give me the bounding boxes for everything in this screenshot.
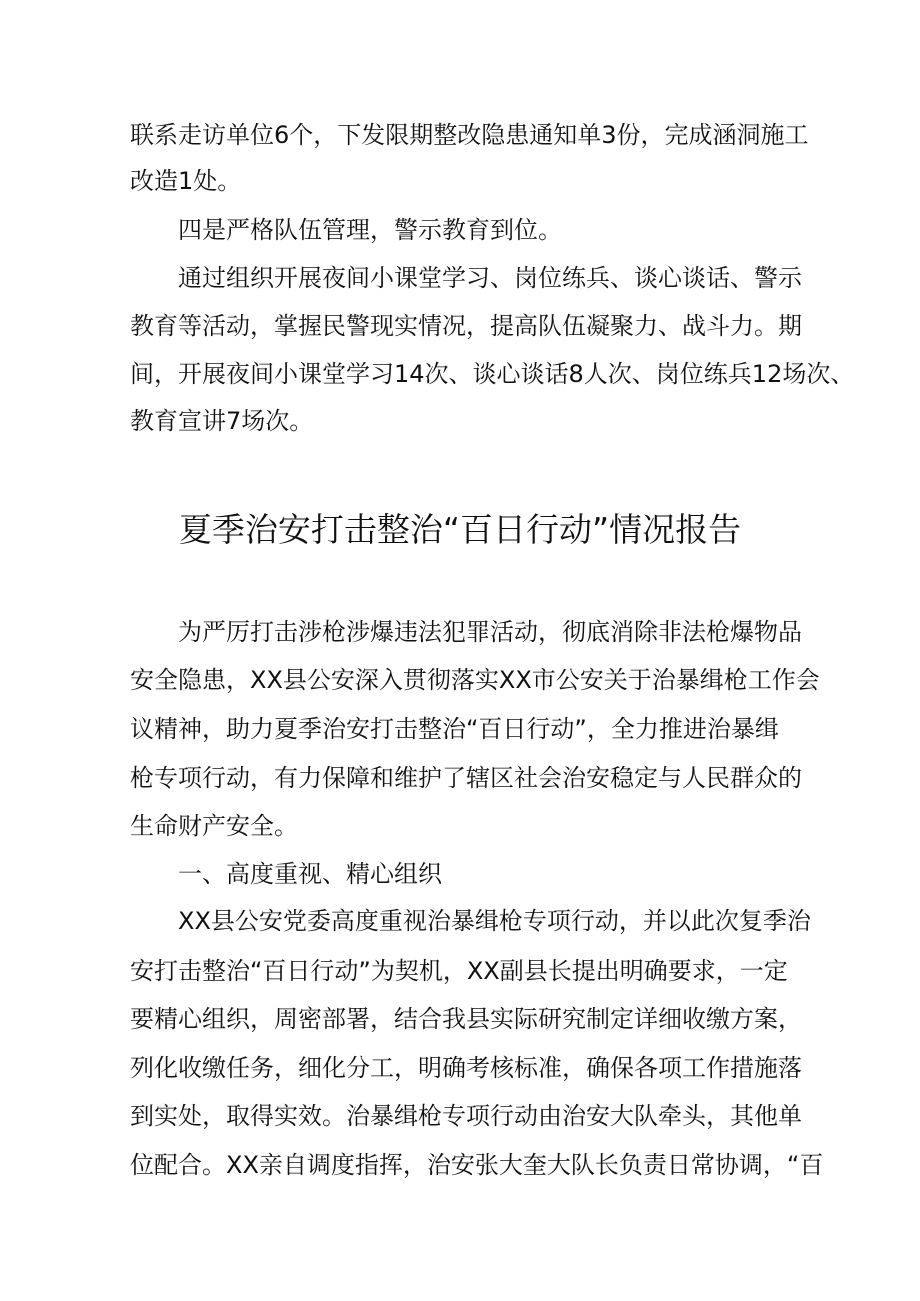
- paragraph-line: 列化收缴任务，细化分工，明确考核标准，确保各项工作措施落: [130, 1054, 802, 1082]
- paragraph-line: 间，开展夜间小课堂学习14次、谈心谈话8人次、岗位练兵12场次、: [130, 360, 855, 388]
- paragraph-line: 改造1处。: [130, 167, 242, 195]
- paragraph-line: 到实处，取得实效。治暴缉枪专项行动由治安大队牵头，其他单: [130, 1102, 802, 1130]
- paragraph-line: 安打击整治“百日行动”为契机，XX副县长提出明确要求，一定: [130, 957, 788, 985]
- paragraph-line: 位配合。XX亲自调度指挥，治安张大奎大队长负责日常协调，“百: [130, 1151, 824, 1179]
- paragraph-line: 教育等活动，掌握民警现实情况，提高队伍凝聚力、战斗力。期: [130, 312, 802, 340]
- section-heading: 一、高度重视、精心组织: [178, 860, 442, 888]
- paragraph-line: 教育宣讲7场次。: [130, 407, 314, 435]
- paragraph-line: 通过组织开展夜间小课堂学习、岗位练兵、谈心谈话、警示: [178, 264, 802, 292]
- report-title: 夏季治安打击整治“百日行动”情况报告: [178, 510, 742, 549]
- section-heading: 四是严格队伍管理，警示教育到位。: [178, 216, 562, 244]
- paragraph-line: 安全隐患，XX县公安深入贯彻落实XX市公安关于治暴缉枪工作会: [130, 666, 820, 694]
- paragraph-line: 为严厉打击涉枪涉爆违法犯罪活动，彻底消除非法枪爆物品: [178, 618, 802, 646]
- paragraph-line: 联系走访单位6个，下发限期整改隐患通知单3份，完成涵洞施工: [130, 121, 809, 149]
- paragraph-line: 要精心组织，周密部署，结合我县实际研究制定详细收缴方案，: [130, 1005, 802, 1033]
- paragraph-line: 枪专项行动，有力保障和维护了辖区社会治安稳定与人民群众的: [130, 764, 802, 792]
- paragraph-line: 生命财产安全。: [130, 812, 298, 840]
- paragraph-line: XX县公安党委高度重视治暴缉枪专项行动，并以此次复季治: [178, 907, 811, 935]
- paragraph-line: 议精神，助力夏季治安打击整治“百日行动”，全力推进治暴缉: [130, 715, 779, 743]
